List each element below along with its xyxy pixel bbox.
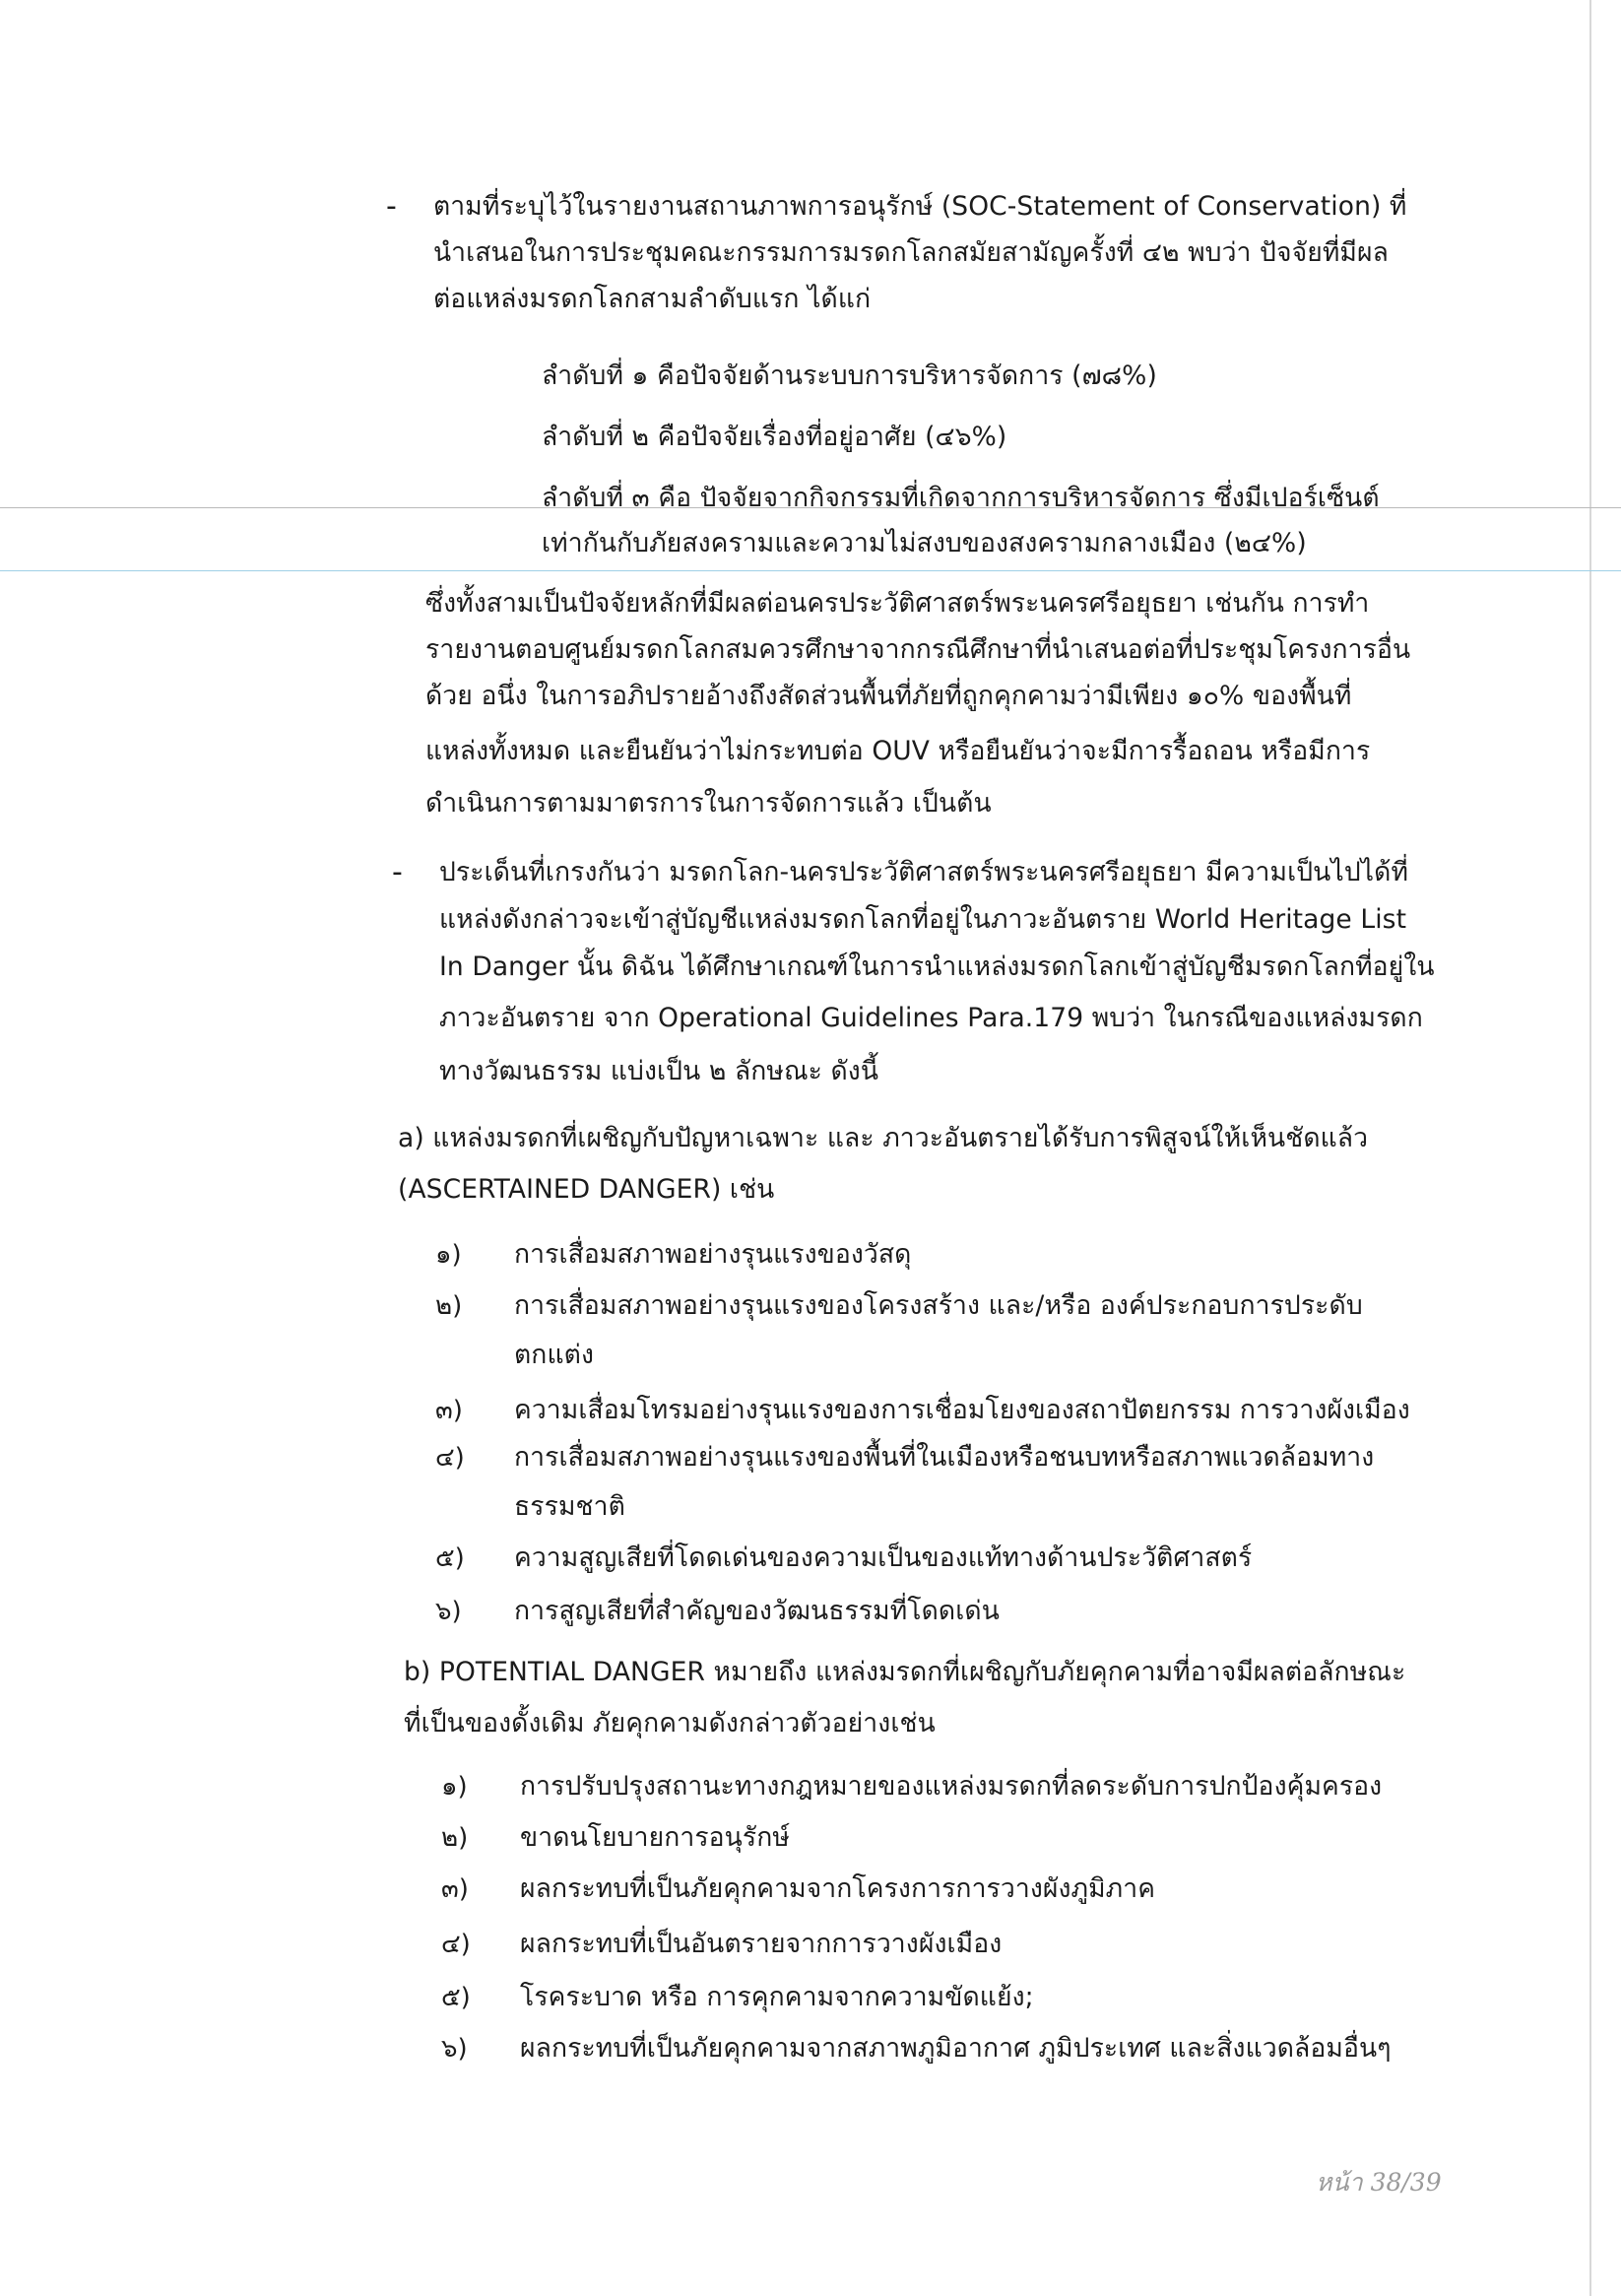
bullet-dash: - xyxy=(386,189,397,224)
section1-line: นำเสนอในการประชุมคณะกรรมการมรดกโลกสมัยสามัญครั้งที่ ๔๒ พบว่า ปัจจัยที่มีผล xyxy=(433,237,1389,268)
item-text: ขาดนโยบายการอนุรักษ์ xyxy=(520,1822,790,1853)
section1-line: ตามที่ระบุไว้ในรายงานสถานภาพการอนุรักษ์ (SOC-Statement of Conservation) ที่ xyxy=(433,191,1407,222)
item-text: ความเสื่อมโทรมอย่างรุนแรงของการเชื่อมโยงของสถาปัตยกรรม การวางผังเมือง xyxy=(514,1395,1410,1425)
section-b-heading: ที่เป็นของดั้งเดิม ภัยคุกคามดังกล่าวตัวอย่างเช่น xyxy=(404,1708,936,1738)
item-number: ๑) xyxy=(441,1772,468,1802)
item-text: การเสื่อมสภาพอย่างรุนแรงของวัสดุ xyxy=(514,1239,912,1270)
section1-line: ต่อแหล่งมรดกโลกสามลำดับแรก ได้แก่ xyxy=(433,284,872,314)
item-number: ๕) xyxy=(435,1543,465,1573)
page-label: หน้า xyxy=(1316,2168,1363,2197)
scan-edge-line xyxy=(1589,0,1591,2296)
item-text: ธรรมชาติ xyxy=(514,1491,625,1522)
item-number: ๓) xyxy=(435,1396,463,1425)
item-text: ผลกระทบที่เป็นภัยคุกคามจากโครงการการวางผังภูมิภาค xyxy=(520,1873,1156,1904)
item-text: ตกแต่ง xyxy=(514,1340,594,1370)
section-a-heading: (ASCERTAINED DANGER) เช่น xyxy=(398,1174,775,1205)
paragraph-line: รายงานตอบศูนย์มรดกโลกสมควรศึกษาจากกรณีศึกษาที่นำเสนอต่อที่ประชุมโครงการอื่น xyxy=(425,634,1411,665)
rank-line: เท่ากันกับภัยสงครามและความไม่สงบของสงครามกลางเมือง (๒๔%) xyxy=(542,528,1307,558)
section2-line: ประเด็นที่เกรงกันว่า มรดกโลก-นครประวัติศาสตร์พระนครศรีอยุธยา มีความเป็นไปได้ที่ xyxy=(439,857,1409,887)
item-number: ๓) xyxy=(441,1874,469,1904)
item-number: ๒) xyxy=(441,1823,469,1853)
scan-artifact-line xyxy=(0,570,1621,571)
item-number: ๒) xyxy=(435,1291,463,1321)
rank-line: ลำดับที่ ๑ คือปัจจัยด้านระบบการบริหารจัดการ (๗๘%) xyxy=(542,361,1157,391)
item-number: ๖) xyxy=(441,2034,468,2064)
item-number: ๔) xyxy=(435,1443,465,1473)
section-a-heading: a) แหล่งมรดกที่เผชิญกับปัญหาเฉพาะ และ ภาวะอันตรายได้รับการพิสูจน์ให้เห็นชัดแล้ว xyxy=(398,1123,1369,1153)
item-text: ความสูญเสียที่โดดเด่นของความเป็นของแท้ทางด้านประวัติศาสตร์ xyxy=(514,1542,1253,1573)
item-number: ๑) xyxy=(435,1240,462,1270)
paragraph-line: แหล่งทั้งหมด และยืนยันว่าไม่กระทบต่อ OUV หรือยืนยันว่าจะมีการรื้อถอน หรือมีการ xyxy=(425,736,1371,766)
section2-line: แหล่งดังกล่าวจะเข้าสู่บัญชีแหล่งมรดกโลกที่อยู่ในภาวะอันตราย World Heritage List xyxy=(439,904,1407,935)
section2-line: ทางวัฒนธรรม แบ่งเป็น ๒ ลักษณะ ดังนี้ xyxy=(439,1056,879,1086)
page-value: 38/39 xyxy=(1370,2168,1442,2197)
item-text: การสูญเสียที่สำคัญของวัฒนธรรมที่โดดเด่น xyxy=(514,1596,1000,1626)
item-text: การเสื่อมสภาพอย่างรุนแรงของโครงสร้าง และ/หรือ องค์ประกอบการประดับ xyxy=(514,1290,1363,1321)
paragraph-line: ด้วย อนึ่ง ในการอภิปรายอ้างถึงสัดส่วนพื้นที่ภัยที่ถูกคุกคามว่ามีเพียง ๑๐% ของพื้นที่ xyxy=(425,681,1352,711)
page-number xyxy=(1316,2163,1442,2202)
item-text: การปรับปรุงสถานะทางกฎหมายของแหล่งมรดกที่ลดระดับการปกป้องคุ้มครอง xyxy=(520,1771,1383,1802)
item-text: โรคระบาด หรือ การคุกคามจากความขัดแย้ง; xyxy=(520,1982,1034,2012)
item-number: ๕) xyxy=(441,1983,471,2012)
item-text: การเสื่อมสภาพอย่างรุนแรงของพื้นที่ในเมืองหรือชนบทหรือสภาพแวดล้อมทาง xyxy=(514,1442,1375,1473)
rank-line: ลำดับที่ ๓ คือ ปัจจัยจากกิจกรรมที่เกิดจากการบริหารจัดการ ซึ่งมีเปอร์เซ็นต์ xyxy=(542,483,1380,513)
section-b-heading: b) POTENTIAL DANGER หมายถึง แหล่งมรดกที่เผชิญกับภัยคุกคามที่อาจมีผลต่อลักษณะ xyxy=(404,1657,1406,1687)
item-number: ๖) xyxy=(435,1597,462,1626)
paragraph-line: ดำเนินการตามมาตรการในการจัดการแล้ว เป็นต้น xyxy=(425,788,992,819)
item-number: ๔) xyxy=(441,1930,471,1959)
item-text: ผลกระทบที่เป็นภัยคุกคามจากสภาพภูมิอากาศ ภูมิประเทศ และสิ่งแวดล้อมอื่นๆ xyxy=(520,2033,1392,2064)
section2-line: In Danger นั้น ดิฉัน ได้ศึกษาเกณฑ์ในการนำแหล่งมรดกโลกเข้าสู่บัญชีมรดกโลกที่อยู่ใน xyxy=(439,951,1435,982)
bullet-dash: - xyxy=(392,855,403,889)
rank-line: ลำดับที่ ๒ คือปัจจัยเรื่องที่อยู่อาศัย (๔๖%) xyxy=(542,422,1007,452)
paragraph-line: ซึ่งทั้งสามเป็นปัจจัยหลักที่มีผลต่อนครประวัติศาสตร์พระนครศรีอยุธยา เช่นกัน การทำ xyxy=(425,588,1370,619)
item-text: ผลกระทบที่เป็นอันตรายจากการวางผังเมือง xyxy=(520,1929,1003,1959)
section2-line: ภาวะอันตราย จาก Operational Guidelines Para.179 พบว่า ในกรณีของแหล่งมรดก xyxy=(439,1003,1423,1033)
